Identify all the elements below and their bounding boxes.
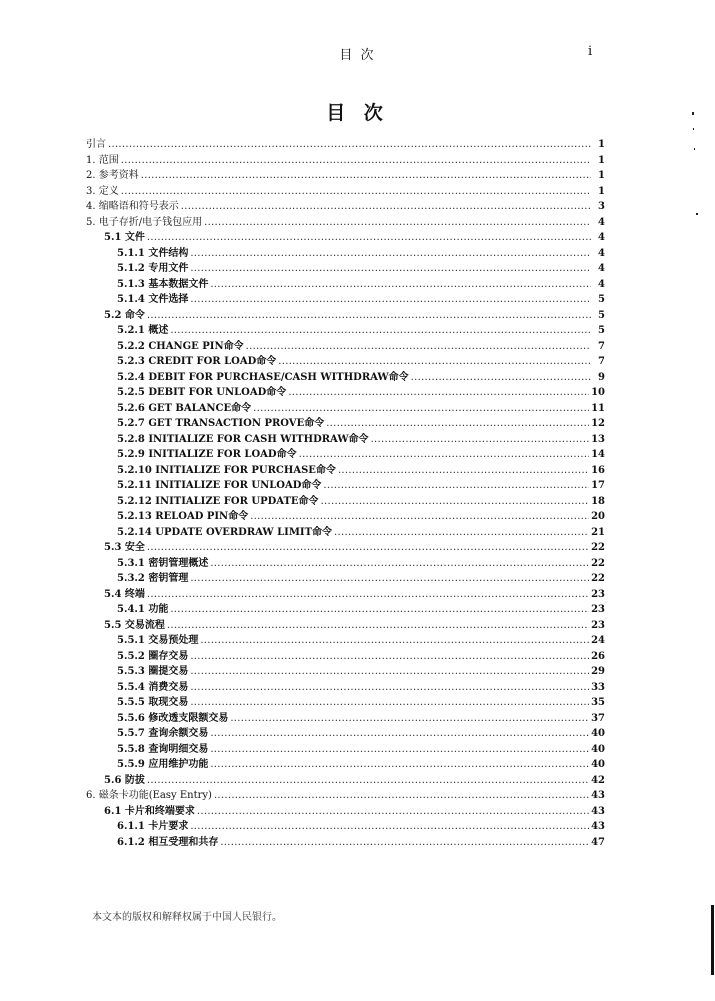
toc-entry-page-number: 43 bbox=[591, 821, 605, 832]
dot-leader bbox=[250, 509, 589, 525]
toc-entry-page-number: 4 bbox=[598, 232, 605, 243]
dot-leader bbox=[338, 463, 589, 479]
toc-entry bbox=[86, 137, 605, 153]
toc-entry-page-number: 1 bbox=[598, 170, 605, 181]
dot-leader bbox=[210, 556, 589, 572]
toc-entry-page-number: 22 bbox=[591, 542, 605, 553]
toc-entry-page-number: 1 bbox=[598, 154, 605, 166]
dot-leader bbox=[334, 525, 589, 541]
toc-entry-page-number: 23 bbox=[591, 588, 605, 600]
dot-leader bbox=[190, 649, 589, 665]
toc-entry bbox=[86, 416, 605, 432]
toc-entry bbox=[86, 401, 605, 417]
dot-leader bbox=[147, 230, 591, 246]
dot-leader bbox=[170, 323, 591, 339]
toc-entry-label: 5.5.7 查询余额交易 bbox=[117, 728, 209, 739]
toc-entry-page-number: 1 bbox=[598, 185, 605, 197]
dot-leader bbox=[121, 184, 591, 200]
scan-edge-line bbox=[711, 905, 714, 975]
toc-entry-page-number: 1 bbox=[598, 139, 605, 150]
dot-leader bbox=[190, 664, 589, 680]
toc-entry-label: 5.1.4 文件选择 bbox=[117, 294, 189, 305]
toc-entry-label: 5.1 文件 bbox=[104, 232, 145, 243]
dot-leader bbox=[299, 447, 589, 463]
dot-leader bbox=[190, 261, 591, 277]
toc-entry-label: 5.5 交易流程 bbox=[104, 619, 165, 631]
toc-entry-label: 5.3 安全 bbox=[104, 542, 145, 553]
running-header-page-number: i bbox=[588, 44, 593, 59]
dot-leader bbox=[141, 168, 591, 184]
toc-entry bbox=[86, 587, 605, 603]
toc-entry bbox=[86, 292, 605, 308]
dot-leader bbox=[323, 478, 589, 494]
toc-entry bbox=[86, 246, 605, 262]
toc-entry-page-number: 43 bbox=[591, 790, 605, 801]
toc-entry-page-number: 29 bbox=[591, 666, 605, 677]
dot-leader bbox=[190, 680, 589, 696]
table-of-contents bbox=[86, 137, 605, 850]
toc-entry bbox=[86, 509, 605, 525]
toc-entry-page-number: 21 bbox=[591, 526, 605, 538]
toc-entry bbox=[86, 168, 605, 184]
toc-entry-label: 5.2.4 DEBIT FOR PURCHASE/CASH WITHDRAW命令 bbox=[117, 371, 409, 383]
toc-entry-label: 5.1.3 基本数据文件 bbox=[117, 278, 209, 290]
dot-leader bbox=[190, 292, 591, 308]
toc-entry bbox=[86, 571, 605, 587]
toc-entry-label: 5.4 终端 bbox=[104, 588, 145, 600]
toc-entry-label: 5.5.4 消费交易 bbox=[117, 681, 189, 693]
dot-leader bbox=[204, 215, 591, 231]
toc-entry bbox=[86, 788, 605, 804]
toc-entry-label: 6. 磁条卡功能(Easy Entry) bbox=[86, 790, 212, 801]
toc-entry bbox=[86, 447, 605, 463]
toc-entry-page-number: 33 bbox=[591, 681, 605, 693]
dot-leader bbox=[230, 711, 589, 727]
toc-entry bbox=[86, 633, 605, 649]
toc-entry bbox=[86, 835, 605, 851]
dot-leader bbox=[147, 540, 589, 556]
toc-entry-page-number: 18 bbox=[591, 495, 605, 507]
toc-entry-label: 5.2.13 RELOAD PIN命令 bbox=[117, 511, 249, 522]
toc-entry-label: 5.2.6 GET BALANCE命令 bbox=[117, 402, 252, 414]
toc-entry-label: 3. 定义 bbox=[86, 185, 119, 197]
toc-entry-label: 5.2.12 INITIALIZE FOR UPDATE命令 bbox=[117, 495, 319, 507]
toc-entry-label: 1. 范围 bbox=[86, 154, 119, 166]
dot-leader bbox=[253, 401, 589, 417]
toc-entry-page-number: 14 bbox=[591, 449, 605, 460]
toc-entry-page-number: 13 bbox=[591, 433, 605, 445]
scan-speck bbox=[694, 148, 695, 150]
toc-entry bbox=[86, 354, 605, 370]
copyright-note: 本文本的版权和解释权属于中国人民银行。 bbox=[92, 912, 282, 923]
toc-entry-page-number: 22 bbox=[591, 557, 605, 569]
toc-entry-page-number: 43 bbox=[591, 805, 605, 817]
toc-entry-page-number: 37 bbox=[591, 712, 605, 724]
toc-entry bbox=[86, 649, 605, 665]
toc-entry-page-number: 3 bbox=[598, 201, 605, 212]
toc-entry-label: 5.5.3 圈提交易 bbox=[117, 666, 189, 677]
toc-entry-label: 5.5.6 修改透支限额交易 bbox=[117, 712, 229, 724]
toc-entry-page-number: 22 bbox=[591, 573, 605, 584]
toc-entry-label: 4. 缩略语和符号表示 bbox=[86, 201, 179, 212]
toc-entry bbox=[86, 277, 605, 293]
toc-entry-page-number: 4 bbox=[598, 263, 605, 274]
dot-leader bbox=[371, 432, 590, 448]
toc-entry bbox=[86, 556, 605, 572]
dot-leader bbox=[220, 835, 589, 851]
toc-entry bbox=[86, 726, 605, 742]
toc-entry-label: 5.2.5 DEBIT FOR UNLOAD命令 bbox=[117, 387, 287, 398]
page-header bbox=[0, 44, 715, 64]
toc-entry-page-number: 5 bbox=[598, 294, 605, 305]
toc-entry-label: 6.1.1 卡片要求 bbox=[117, 821, 189, 832]
toc-entry-label: 6.1.2 相互受理和共存 bbox=[117, 836, 219, 848]
toc-entry-page-number: 40 bbox=[591, 728, 605, 739]
toc-entry-label: 5.3.1 密钥管理概述 bbox=[117, 557, 209, 569]
dot-leader bbox=[210, 742, 589, 758]
toc-entry-label: 5.2 命令 bbox=[104, 309, 145, 321]
dot-leader bbox=[147, 587, 589, 603]
toc-entry-page-number: 24 bbox=[591, 635, 605, 646]
toc-entry-page-number: 10 bbox=[591, 387, 605, 398]
toc-entry-page-number: 5 bbox=[598, 309, 605, 321]
toc-entry bbox=[86, 432, 605, 448]
toc-entry-page-number: 9 bbox=[598, 371, 605, 383]
scan-speck bbox=[693, 128, 694, 130]
dot-leader bbox=[190, 246, 591, 262]
dot-leader bbox=[108, 137, 591, 153]
toc-entry-label: 5.2.14 UPDATE OVERDRAW LIMIT命令 bbox=[117, 526, 333, 538]
toc-entry-label: 5.5.5 取现交易 bbox=[117, 697, 189, 708]
dot-leader bbox=[326, 416, 589, 432]
toc-entry bbox=[86, 742, 605, 758]
scan-speck bbox=[692, 112, 694, 115]
toc-entry-label: 5.1.2 专用文件 bbox=[117, 263, 189, 274]
toc-entry-label: 5.4.1 功能 bbox=[117, 604, 169, 615]
toc-entry-page-number: 26 bbox=[591, 650, 605, 662]
toc-entry-label: 5.2.10 INITIALIZE FOR PURCHASE命令 bbox=[117, 464, 336, 476]
toc-entry bbox=[86, 804, 605, 820]
toc-entry bbox=[86, 199, 605, 215]
toc-entry-page-number: 35 bbox=[591, 697, 605, 708]
toc-entry-page-number: 4 bbox=[598, 247, 605, 259]
toc-entry bbox=[86, 215, 605, 231]
toc-entry-page-number: 7 bbox=[598, 356, 605, 367]
dot-leader bbox=[147, 308, 591, 324]
toc-entry-label: 5.2.8 INITIALIZE FOR CASH WITHDRAW命令 bbox=[117, 433, 369, 445]
toc-entry-label: 5.2.11 INITIALIZE FOR UNLOAD命令 bbox=[117, 480, 322, 491]
dot-leader bbox=[190, 819, 589, 835]
dot-leader bbox=[321, 494, 590, 510]
toc-entry bbox=[86, 323, 605, 339]
toc-entry bbox=[86, 618, 605, 634]
toc-entry-page-number: 23 bbox=[591, 604, 605, 615]
toc-entry-label: 5.2.2 CHANGE PIN命令 bbox=[117, 340, 244, 352]
toc-entry-label: 5.2.7 GET TRANSACTION PROVE命令 bbox=[117, 418, 325, 429]
scan-speck bbox=[696, 213, 698, 215]
toc-entry-page-number: 23 bbox=[591, 619, 605, 631]
toc-entry-page-number: 20 bbox=[591, 511, 605, 522]
toc-entry-label: 5. 电子存折/电子钱包应用 bbox=[86, 216, 203, 228]
toc-entry-page-number: 5 bbox=[598, 325, 605, 336]
dot-leader bbox=[190, 571, 589, 587]
toc-entry-label: 引言 bbox=[86, 139, 106, 150]
toc-entry bbox=[86, 184, 605, 200]
dot-leader bbox=[147, 773, 589, 789]
toc-entry-label: 5.2.1 概述 bbox=[117, 325, 169, 336]
toc-entry-label: 5.6 防拔 bbox=[104, 774, 145, 786]
toc-entry-label: 5.2.3 CREDIT FOR LOAD命令 bbox=[117, 356, 277, 367]
toc-entry bbox=[86, 494, 605, 510]
dot-leader bbox=[181, 199, 591, 215]
toc-entry-label: 6.1 卡片和终端要求 bbox=[104, 805, 195, 817]
toc-entry-label: 2. 参考资料 bbox=[86, 170, 139, 181]
toc-entry bbox=[86, 463, 605, 479]
dot-leader bbox=[200, 633, 589, 649]
toc-entry-page-number: 11 bbox=[591, 402, 605, 414]
toc-entry bbox=[86, 773, 605, 789]
dot-leader bbox=[210, 757, 589, 773]
toc-entry bbox=[86, 711, 605, 727]
dot-leader bbox=[167, 618, 589, 634]
toc-entry-label: 5.5.2 圈存交易 bbox=[117, 650, 189, 662]
dot-leader bbox=[210, 277, 591, 293]
dot-leader bbox=[197, 804, 589, 820]
toc-entry bbox=[86, 261, 605, 277]
toc-entry-label: 5.5.1 交易预处理 bbox=[117, 635, 199, 646]
toc-entry-page-number: 17 bbox=[591, 480, 605, 491]
dot-leader bbox=[246, 339, 591, 355]
toc-entry-label: 5.1.1 文件结构 bbox=[117, 247, 189, 259]
dot-leader bbox=[278, 354, 591, 370]
toc-entry bbox=[86, 602, 605, 618]
dot-leader bbox=[190, 695, 589, 711]
toc-entry bbox=[86, 385, 605, 401]
toc-entry-page-number: 12 bbox=[591, 418, 605, 429]
toc-entry bbox=[86, 478, 605, 494]
dot-leader bbox=[170, 602, 589, 618]
toc-entry bbox=[86, 308, 605, 324]
dot-leader bbox=[214, 788, 589, 804]
toc-entry-page-number: 4 bbox=[598, 278, 605, 290]
dot-leader bbox=[411, 370, 591, 386]
toc-entry bbox=[86, 153, 605, 169]
toc-entry bbox=[86, 819, 605, 835]
toc-entry-label: 5.5.9 应用维护功能 bbox=[117, 759, 209, 770]
running-header-title: 目 次 bbox=[339, 48, 376, 63]
toc-entry-page-number: 4 bbox=[598, 216, 605, 228]
toc-entry bbox=[86, 370, 605, 386]
toc-entry-label: 5.3.2 密钥管理 bbox=[117, 573, 189, 584]
toc-entry-page-number: 7 bbox=[598, 340, 605, 352]
toc-entry-page-number: 16 bbox=[591, 464, 605, 476]
dot-leader bbox=[288, 385, 589, 401]
toc-entry bbox=[86, 695, 605, 711]
toc-entry bbox=[86, 339, 605, 355]
toc-entry-label: 5.2.9 INITIALIZE FOR LOAD命令 bbox=[117, 449, 297, 460]
toc-entry bbox=[86, 230, 605, 246]
toc-title: 目 次 bbox=[326, 102, 389, 124]
toc-entry bbox=[86, 757, 605, 773]
toc-entry-page-number: 40 bbox=[591, 743, 605, 755]
dot-leader bbox=[210, 726, 589, 742]
toc-entry-page-number: 40 bbox=[591, 759, 605, 770]
toc-entry bbox=[86, 680, 605, 696]
dot-leader bbox=[121, 153, 591, 169]
toc-entry bbox=[86, 540, 605, 556]
toc-entry bbox=[86, 664, 605, 680]
toc-entry-page-number: 42 bbox=[591, 774, 605, 786]
toc-entry-page-number: 47 bbox=[591, 836, 605, 848]
toc-entry-label: 5.5.8 查询明细交易 bbox=[117, 743, 209, 755]
toc-entry bbox=[86, 525, 605, 541]
